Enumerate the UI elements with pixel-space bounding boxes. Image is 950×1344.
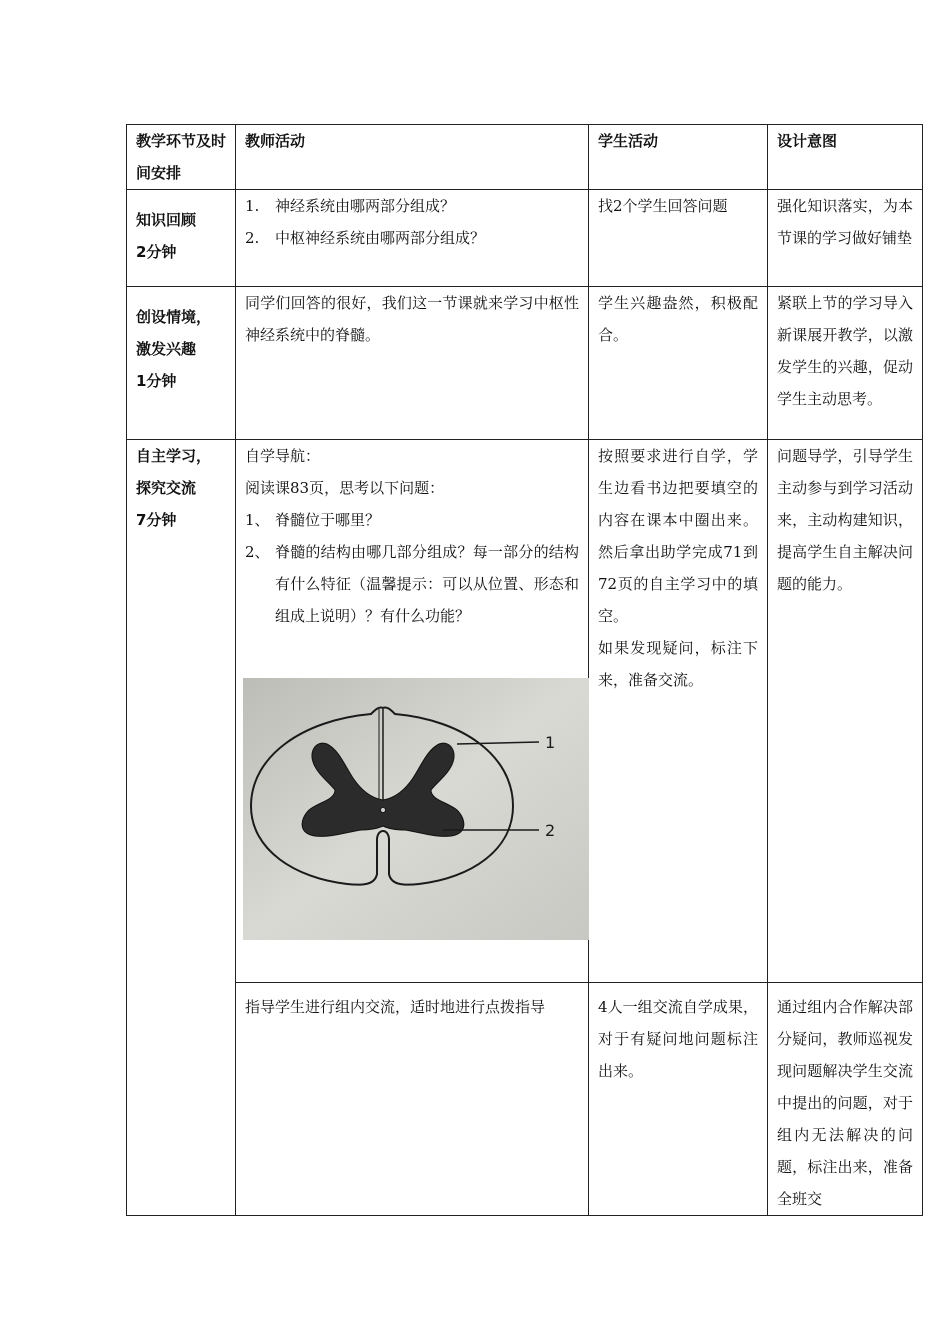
stage-self-study: [127, 440, 236, 1216]
item-number: 2.: [245, 229, 260, 247]
item-text: 神经系统由哪两部分组成？: [275, 197, 456, 215]
item-number: 1、: [245, 511, 270, 529]
stage-review: [127, 190, 236, 287]
stage-situation-name-1: 创设情境，: [136, 308, 212, 326]
intent-group: 通过组内合作解决部分疑问，教师巡视发现问题解决学生交流中提出的问题，对于组内无法解决的问题，标注出来，准备全班交: [768, 983, 923, 1216]
stage-situation: [127, 287, 236, 440]
stage-situation-name-2: 激发兴趣: [136, 340, 197, 358]
item-text: 脊髓位于哪里？: [275, 511, 381, 529]
table-row-review: [127, 190, 923, 287]
intent-situation: 紧联上节的学习导入新课展开教学，以激发学生的兴趣，促动学生主动思考。: [768, 287, 923, 440]
figure-label-1: 1: [545, 733, 556, 752]
teacher-review: [236, 190, 589, 287]
stage-review-time: 2分钟: [136, 243, 177, 261]
item-number: 2、: [245, 543, 270, 561]
table-row-group: [127, 983, 923, 1216]
central-canal: [381, 808, 386, 813]
student-group: 4人一组交流自学成果，对于有疑问地问题标注出来。: [589, 983, 768, 1216]
list-item: [245, 504, 579, 536]
stage-self-study-time: 7分钟: [136, 511, 177, 529]
list-item: [245, 536, 579, 632]
header-stage: [127, 125, 236, 190]
list-item: [245, 222, 579, 254]
student-self-study-p1: 按照要求进行自学，学生边看书边把要填空的内容在课本中圈出来。然后拿出助学完成71到72页的自主学习中的填空。: [598, 447, 758, 625]
student-self-study: [589, 440, 768, 983]
lesson-plan-table: [126, 124, 923, 1216]
header-teacher: 教师活动: [236, 125, 589, 190]
list-item: [245, 190, 579, 222]
teacher-self-study: [236, 440, 589, 983]
stage-review-name: 知识回顾: [136, 211, 197, 229]
student-review: 找2个学生回答问题: [589, 190, 768, 287]
stage-self-study-name-2: 探究交流: [136, 479, 197, 497]
table-row-self-study: [127, 440, 923, 983]
table-row-situation: [127, 287, 923, 440]
student-situation: 学生兴趣盎然，积极配合。: [589, 287, 768, 440]
figure-label-2: 2: [545, 821, 556, 840]
header-intent: 设计意图: [768, 125, 923, 190]
header-student: 学生活动: [589, 125, 768, 190]
self-study-title: 自学导航：: [245, 447, 321, 465]
table-header-row: [127, 125, 923, 190]
intent-review: 强化知识落实，为本节课的学习做好铺垫: [768, 190, 923, 287]
spinal-cord-figure: [243, 678, 589, 940]
header-stage-text: 教学环节及时间安排: [136, 132, 227, 182]
stage-self-study-name-1: 自主学习，: [136, 447, 212, 465]
self-study-intro: 阅读课83页，思考以下问题：: [245, 479, 445, 497]
item-text: 中枢神经系统由哪两部分组成？: [275, 229, 486, 247]
item-number: 1.: [245, 197, 260, 215]
stage-situation-time: 1分钟: [136, 372, 177, 390]
item-text: 脊髓的结构由哪几部分组成？每一部分的结构有什么特征（温馨提示：可以从位置、形态和组成上说明）？有什么功能？: [275, 543, 579, 625]
teacher-situation: 同学们回答的很好，我们这一节课就来学习中枢性神经系统中的脊髓。: [236, 287, 589, 440]
teacher-group: 指导学生进行组内交流，适时地进行点拨指导: [236, 983, 589, 1216]
intent-self-study: 问题导学，引导学生主动参与到学习活动来，主动构建知识，提高学生自主解决问题的能力。: [768, 440, 923, 983]
student-self-study-p2: 如果发现疑问，标注下来，准备交流。: [598, 639, 758, 689]
spinal-cord-diagram: [243, 678, 589, 940]
